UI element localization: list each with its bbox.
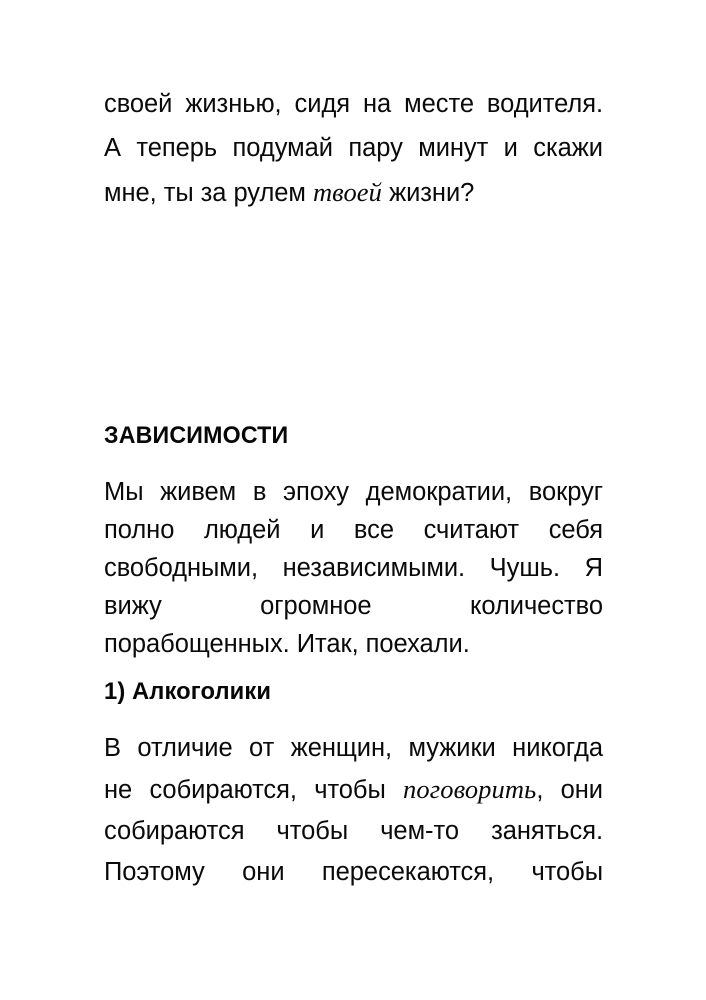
text-line: собираются чтобы чем-то заняться. bbox=[104, 817, 603, 845]
line-text-pre: мне, ты за рулем bbox=[104, 179, 313, 207]
line-text-post: жизни? bbox=[382, 179, 475, 207]
emphasis-italic: твоей bbox=[312, 177, 383, 207]
text-line: В отличие от женщин, мужики никогда bbox=[104, 734, 603, 762]
paragraph-intro bbox=[104, 82, 603, 215]
text-line: А теперь подумай пару минут и скажи bbox=[104, 134, 603, 162]
text-line: Поэтому они пересекаются, чтобы bbox=[104, 858, 603, 886]
text-line: полно людей и все считают себя bbox=[104, 516, 603, 544]
emphasis-italic: поговорить bbox=[403, 774, 537, 804]
section-heading: ЗАВИСИМОСТИ bbox=[104, 422, 289, 449]
text-line: вижу огромное количество bbox=[104, 592, 603, 620]
paragraph-alcoholics bbox=[104, 728, 603, 893]
text-line bbox=[104, 170, 603, 215]
text-line: своей жизнью, сидя на месте водителя. bbox=[104, 90, 603, 118]
text-line: порабощенных. Итак, поехали. bbox=[104, 630, 470, 658]
text-line: свободными, независимыми. Чушь. Я bbox=[104, 554, 603, 582]
text-line: Мы живем в эпоху демократии, вокруг bbox=[104, 478, 603, 506]
item-heading-alcoholics: 1) Алкоголики bbox=[104, 678, 272, 705]
text-line bbox=[104, 769, 603, 811]
line-text-pre: не собираются, чтобы bbox=[104, 776, 404, 804]
line-text-post: , они bbox=[536, 776, 604, 804]
paragraph-dependencies bbox=[104, 473, 603, 663]
